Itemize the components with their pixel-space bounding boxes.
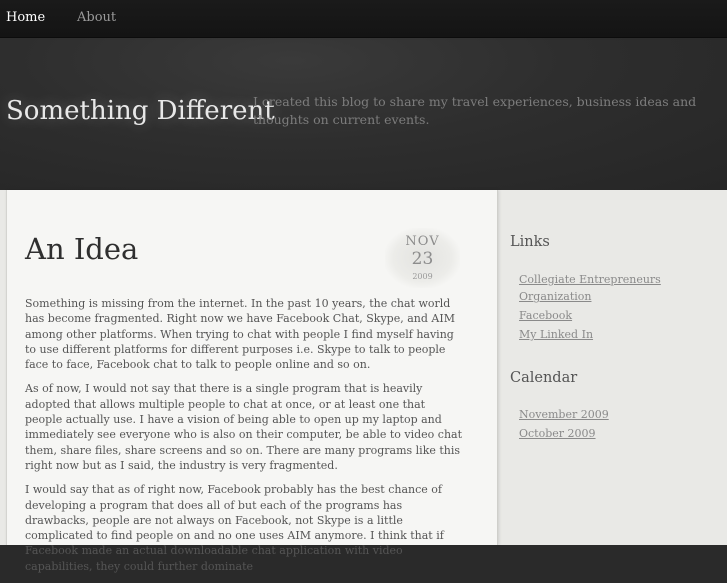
link-item <box>519 307 719 324</box>
site-title[interactable]: Something Different <box>6 96 275 126</box>
post-body <box>25 296 465 583</box>
link-facebook[interactable]: Facebook <box>519 309 573 322</box>
post-column <box>6 190 498 573</box>
post-paragraph: I would say that as of right now, Facebook probably has the best chance of developing a program that does all of but each of the programs has drawbacks, people are not always on Facebook, not Skype is a little complicated to find people on and no one uses AIM anymore. I think that if Facebook made an actual downloadable chat application with video capabilities, they could further dominate <box>25 483 444 573</box>
calendar-list <box>519 406 719 444</box>
links-widget-title: Links <box>510 234 550 250</box>
content-area <box>0 190 727 573</box>
links-list <box>519 271 719 345</box>
nav-about[interactable]: About <box>77 10 117 25</box>
post-date-year: 2009 <box>412 272 433 281</box>
post-date-badge <box>385 228 460 288</box>
site-header <box>0 38 727 190</box>
link-collegiate-entrepreneurs[interactable]: Collegiate Entrepreneurs Organization <box>519 273 661 303</box>
calendar-item <box>519 406 719 423</box>
top-navigation <box>0 0 727 38</box>
post-paragraph: As of now, I would not say that there is a single program that is heavily adopted that allows multiple people to chat at once, or at least one that people actually use. I have a vision of being able to open up my laptop and immediately see everyone who is also on their computer, be able to video chat them, share files, share screens and so on. There are many programs like this right now but as I said, the industry is very fragmented. <box>25 382 463 472</box>
post-date-month: NOV <box>405 234 440 249</box>
archive-november-2009[interactable]: November 2009 <box>519 408 609 421</box>
site-tagline: I created this blog to share my travel experiences, business ideas and thoughts on current events. <box>253 94 697 127</box>
nav-home[interactable]: Home <box>6 10 46 25</box>
post-date-day: 23 <box>411 249 434 269</box>
post-paragraph: Something is missing from the internet. In the past 10 years, the chat world has become fragmented. Right now we have Facebook Chat, Skype, and AIM among other platforms. When trying to chat with people I find myself having to use different platforms for different purposes i.e. Skype to talk to people face to face, Facebook chat to talk to people online and so on. <box>25 297 455 372</box>
link-linkedin[interactable]: My Linked In <box>519 328 594 341</box>
link-item <box>519 326 719 343</box>
post-title[interactable]: An Idea <box>25 232 139 266</box>
calendar-widget-title: Calendar <box>510 370 578 386</box>
link-item <box>519 271 719 305</box>
calendar-item <box>519 425 719 442</box>
archive-october-2009[interactable]: October 2009 <box>519 427 596 440</box>
